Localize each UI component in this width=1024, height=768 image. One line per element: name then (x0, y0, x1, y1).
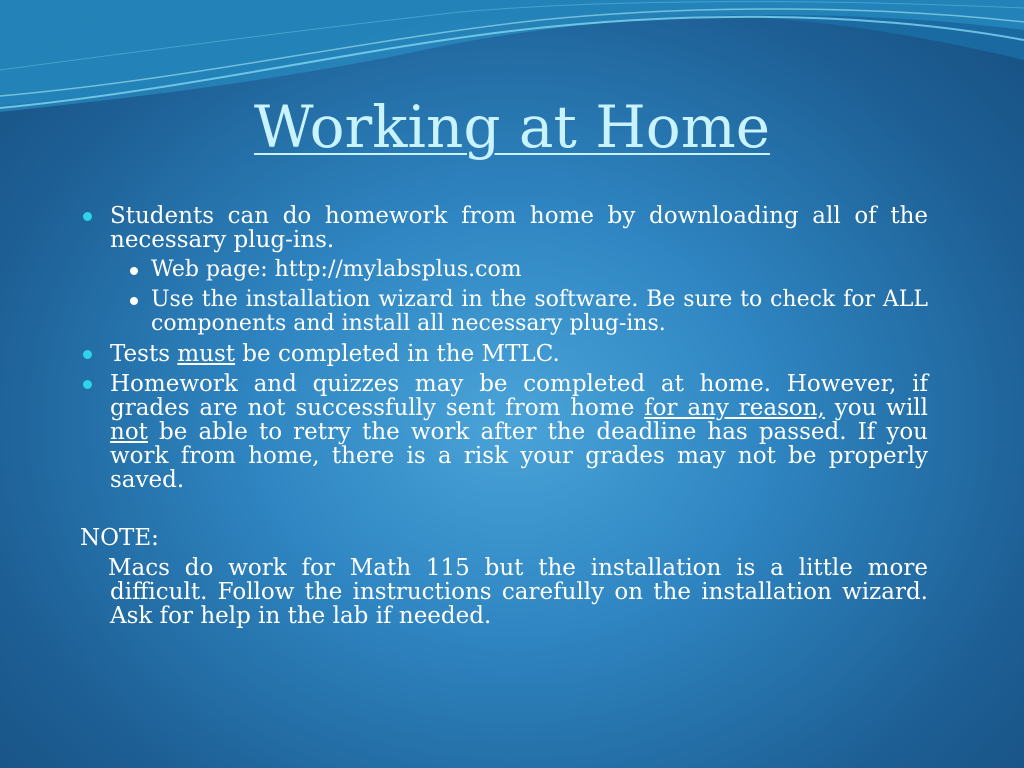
bullet-text-part3: be able to retry the work after the deadline has passed. If you work from home, there is a risk your grades may not be properly saved. (110, 419, 928, 493)
bullet-item (80, 204, 928, 252)
bullet-dot-icon (83, 380, 92, 389)
bullet-dot-icon (83, 350, 92, 359)
bullet-item (80, 342, 928, 366)
bullet-text: Students can do homework from home by downloading all of the necessary plug-ins. (110, 203, 928, 253)
sub-bullet-text: Use the installation wizard in the software. Be sure to check for ALL components and install all necessary plug-ins. (151, 287, 928, 336)
emphasis-must: must (177, 341, 235, 367)
sub-bullet-dot-icon (130, 267, 138, 275)
bullet-item (80, 372, 928, 492)
sub-bullet-item (80, 288, 928, 336)
slide-title: Working at Home (253, 93, 771, 161)
bullet-text-part2: you will (824, 395, 929, 421)
sub-bullet-text: Web page: http://mylabsplus.com (151, 257, 522, 282)
bullet-text-part1: Homework and quizzes may be completed at home. However, if grades are not successfully sent from home (110, 371, 928, 421)
slide-body (80, 204, 928, 628)
sub-bullet-dot-icon (130, 297, 138, 305)
sub-bullet-item (80, 258, 928, 282)
note-text: Macs do work for Math 115 but the installation is a little more difficult. Follow the instructions carefully on the installation wizard. Ask for help in the lab if needed. (108, 555, 928, 629)
emphasis-for-any-reason: for any reason, (644, 395, 825, 421)
emphasis-not: not (110, 419, 148, 445)
bullet-dot-icon (83, 212, 92, 221)
bullet-text-before: Tests (110, 341, 178, 367)
bullet-text-after: be completed in the MTLC. (235, 341, 560, 367)
note-label: NOTE: (80, 525, 159, 551)
